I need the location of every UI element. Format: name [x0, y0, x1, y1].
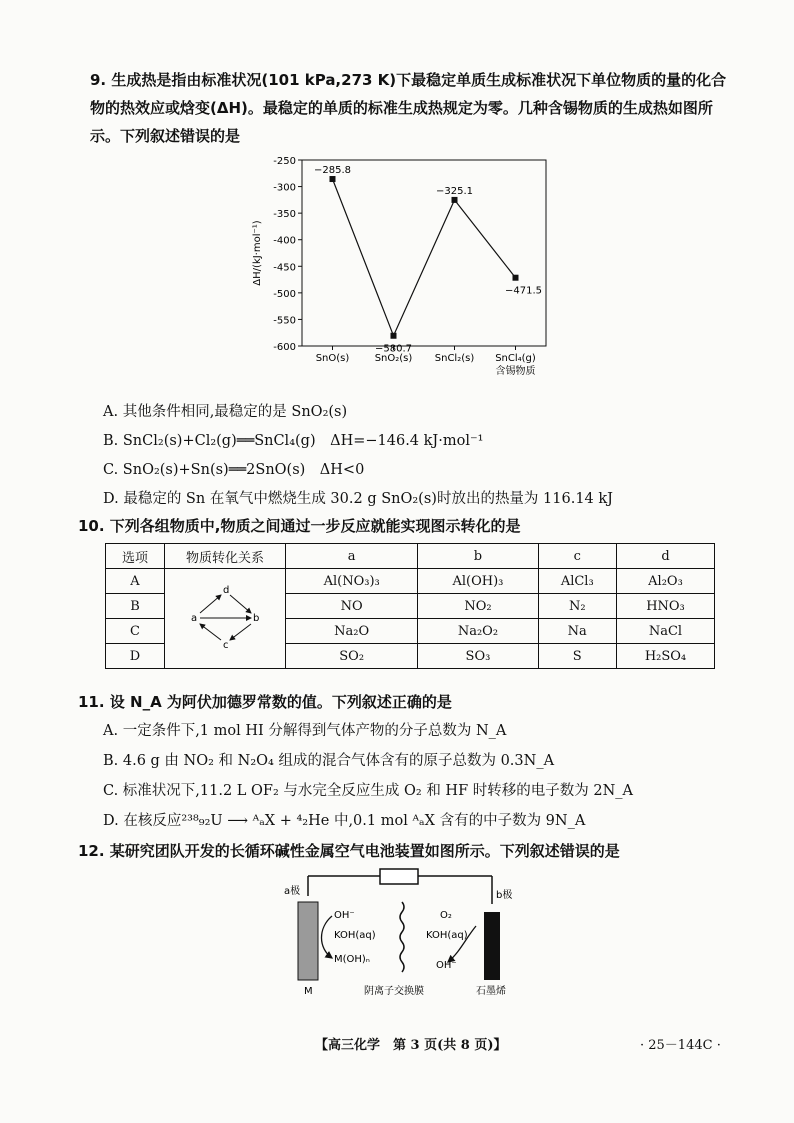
y-tick-label: -400 — [273, 235, 296, 247]
data-label: −580.7 — [374, 343, 413, 355]
cell-d: H₂SO₄ — [616, 644, 714, 669]
battery-diagram — [280, 866, 540, 1002]
x-tick-label: SnCl₂(s) — [434, 353, 475, 364]
moh-label: M(OH)ₙ — [334, 954, 370, 965]
y-tick-label: -300 — [273, 182, 296, 194]
table-header-row — [106, 544, 715, 569]
footer-page-info: 【高三化学 第 3 页(共 8 页)】 — [315, 1038, 507, 1053]
q9-option-c: C. SnO₂(s)+Sn(s)══2SnO(s) ΔH<0 — [103, 462, 365, 478]
cell-b: NO₂ — [418, 594, 538, 619]
q9-option-d: D. 最稳定的 Sn 在氧气中燃烧生成 30.2 g SnO₂(s)时放出的热量为 116.14 kJ — [103, 491, 613, 507]
graphene-label: 石墨烯 — [476, 986, 506, 997]
cell-b: SO₃ — [418, 644, 538, 669]
data-point — [452, 197, 458, 203]
node-d: d — [223, 584, 230, 596]
graphene-electrode — [484, 912, 500, 980]
q12-stem: 12. 某研究团队开发的长循环碱性金属空气电池装置如图所示。下列叙述错误的是 — [78, 842, 620, 860]
b-pole-label: b极 — [496, 890, 513, 901]
cell-b: Na₂O₂ — [418, 619, 538, 644]
header-relation: 物质转化关系 — [165, 544, 286, 569]
cell-c: AlCl₃ — [538, 569, 616, 594]
q11-option-d: D. 在核反应²³⁸₉₂U ⟶ ᴬₐX + ⁴₂He 中,0.1 mol ᴬₐX 含有的中子数为 9N_A — [103, 813, 586, 829]
x-tick-label: SnO(s) — [315, 353, 350, 364]
header-c: c — [538, 544, 616, 569]
q9-stem: 9. 生成热是指由标准状况(101 kPa,273 K)下最稳定单质生成标准状况下单位物质的量的化合物的热效应或焓变(ΔH)。最稳定的单质的标准生成热规定为零。几种含锡物质的生成热如图所示。下列叙述错误的是 — [90, 71, 727, 145]
q11-stem: 11. 设 N_A 为阿伏加德罗常数的值。下列叙述正确的是 — [78, 693, 452, 711]
x-tick-label: SnO₂(s) — [374, 353, 413, 364]
row-label: C — [106, 619, 165, 644]
footer-code: · 25－144C · — [640, 1038, 721, 1053]
y-tick-label: -350 — [273, 209, 296, 221]
x-axis-label: 含锡物质 — [495, 366, 536, 377]
q11-option-a: A. 一定条件下,1 mol HI 分解得到气体产物的分子总数为 N_A — [103, 723, 507, 739]
arrow-a-d — [200, 595, 221, 613]
y-tick-label: -550 — [273, 315, 296, 327]
cell-a: NO — [286, 594, 418, 619]
arrow-d-b — [230, 595, 251, 613]
node-a: a — [191, 612, 198, 624]
row-label: B — [106, 594, 165, 619]
data-point — [391, 333, 397, 339]
oh-left-label: OH⁻ — [334, 910, 355, 921]
cell-a: Al(NO₃)₃ — [286, 569, 418, 594]
header-a: a — [286, 544, 418, 569]
anion-exchange-membrane — [400, 902, 404, 972]
resistor — [380, 869, 418, 884]
y-tick-label: -450 — [273, 262, 296, 274]
node-c: c — [223, 639, 229, 651]
cell-b: Al(OH)₃ — [418, 569, 538, 594]
koh-right-label: KOH(aq) — [426, 930, 468, 941]
q11-option-b: B. 4.6 g 由 NO₂ 和 N₂O₄ 组成的混合气体含有的原子总数为 0.3N_A — [103, 753, 555, 769]
o2-label: O₂ — [440, 910, 452, 921]
enthalpy-chart — [240, 148, 570, 398]
arrow-c-a — [200, 624, 221, 640]
data-label: −285.8 — [313, 165, 352, 177]
table-row — [106, 569, 715, 594]
metal-electrode-m — [298, 902, 318, 980]
a-pole-label: a极 — [284, 886, 301, 897]
node-b: b — [253, 612, 260, 624]
oh-right-label: OH⁻ — [436, 960, 457, 971]
q9-option-a: A. 其他条件相同,最稳定的是 SnO₂(s) — [103, 404, 348, 420]
cell-c: S — [538, 644, 616, 669]
cell-d: Al₂O₃ — [616, 569, 714, 594]
y-tick-label: -600 — [273, 342, 296, 353]
row-label: A — [106, 569, 165, 594]
y-axis-label: ΔH/(kJ·mol⁻¹) — [252, 220, 263, 286]
row-label: D — [106, 644, 165, 669]
q10-table — [105, 543, 715, 669]
m-label: M — [304, 986, 313, 997]
q10-stem: 10. 下列各组物质中,物质之间通过一步反应就能实现图示转化的是 — [78, 517, 521, 535]
y-tick-label: -250 — [273, 156, 296, 167]
data-label: −325.1 — [435, 185, 474, 197]
koh-left-label: KOH(aq) — [334, 930, 376, 941]
q9-option-b: B. SnCl₂(s)+Cl₂(g)══SnCl₄(g) ΔH=−146.4 kJ·mol⁻¹ — [103, 433, 484, 449]
series-line — [333, 179, 516, 336]
cell-a: SO₂ — [286, 644, 418, 669]
x-tick-label: SnCl₄(g) — [495, 353, 536, 364]
cell-d: HNO₃ — [616, 594, 714, 619]
arrow-b-c — [230, 624, 251, 640]
conversion-diagram — [185, 582, 265, 652]
data-point — [330, 176, 336, 182]
cell-a: Na₂O — [286, 619, 418, 644]
membrane-label: 阴离子交换膜 — [364, 986, 424, 997]
q11-option-c: C. 标准状况下,11.2 L OF₂ 与水完全反应生成 O₂ 和 HF 时转移的电子数为 2N_A — [103, 783, 633, 799]
cell-d: NaCl — [616, 619, 714, 644]
cell-c: Na — [538, 619, 616, 644]
cell-c: N₂ — [538, 594, 616, 619]
header-option: 选项 — [106, 544, 165, 569]
data-point — [513, 275, 519, 281]
plot-frame — [302, 160, 546, 346]
y-tick-label: -500 — [273, 288, 296, 300]
conversion-diagram-cell — [165, 569, 286, 669]
data-label: −471.5 — [504, 285, 543, 297]
header-d: d — [616, 544, 714, 569]
header-b: b — [418, 544, 538, 569]
